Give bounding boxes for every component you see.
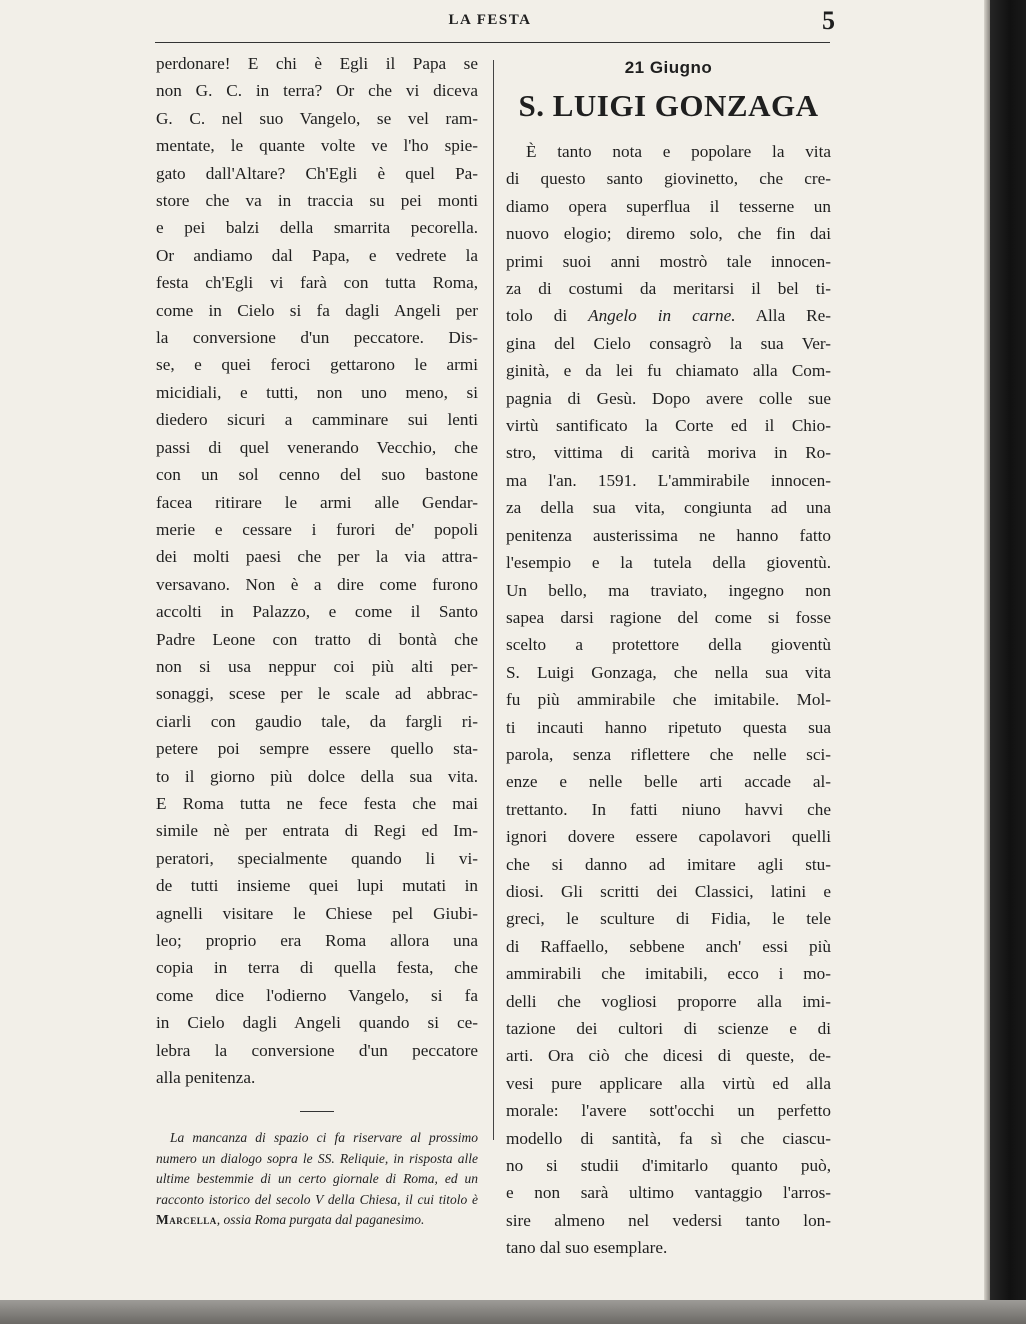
text-line: l'esempio e la tutela della gioventù. bbox=[506, 553, 831, 573]
text-line: di Raffaello, sebbene anch' essi più bbox=[506, 936, 831, 956]
text-line: ti incauti hanno ripetuto questa sua bbox=[506, 717, 831, 737]
text-line: tano dal suo esemplare. bbox=[506, 1238, 668, 1258]
text-line: Padre Leone con tratto di bontà che bbox=[156, 629, 478, 649]
text-line: ignori dovere essere capolavori quelli bbox=[506, 827, 831, 847]
text-line: di questo santo giovinetto, che cre- bbox=[506, 169, 831, 189]
editorial-note bbox=[156, 1128, 478, 1231]
text-line: gina del Cielo consagrò la sua Ver- bbox=[506, 333, 831, 353]
text-line: to il giorno più dolce della sua vita. bbox=[156, 766, 478, 786]
text-line: dei molti paesi che per la via attra- bbox=[156, 547, 478, 567]
right-column bbox=[506, 58, 831, 1262]
text-line: nuovo elogio; diremo solo, che fin dai bbox=[506, 224, 831, 244]
text-line: Un bello, ma traviato, ingegno non bbox=[506, 580, 831, 600]
text-line: non G. C. in terra? Or che vi diceva bbox=[156, 81, 478, 101]
left-column-body bbox=[156, 50, 478, 1091]
text-line: ciarli con gaudio tale, da fargli ri- bbox=[156, 711, 478, 731]
text-line: tazione dei cultori di scienze e di bbox=[506, 1019, 831, 1038]
text-line: enze e nelle belle arti accade al- bbox=[506, 772, 831, 792]
column-divider bbox=[493, 60, 494, 1140]
scan-bottom-band bbox=[0, 1300, 1026, 1324]
text-line: ammirabili che imitabili, ecco i mo- bbox=[506, 964, 831, 984]
text-line: primi suoi anni mostrò tale innocen- bbox=[506, 251, 831, 271]
text-line: e non sarà ultimo vantaggio l'arros- bbox=[506, 1183, 831, 1203]
text-line: modello di santità, fa sì che ciascu- bbox=[506, 1128, 831, 1148]
text-line: alla penitenza. bbox=[156, 1068, 256, 1088]
text-line: no si studii d'imitarlo quanto può, bbox=[506, 1156, 831, 1176]
text-line: za della sua vita, congiunta ad una bbox=[506, 498, 831, 518]
text-line: passi di quel venerando Vecchio, che bbox=[156, 437, 478, 457]
text-line: greci, le sculture di Fidia, le tele bbox=[506, 909, 831, 929]
text-line: E Roma tutta ne fece festa che mai bbox=[156, 793, 478, 813]
text-line: parola, senza riflettere che nelle sci- bbox=[506, 744, 831, 764]
text-line: copia in terra di quella festa, che bbox=[156, 958, 478, 978]
text-line: G. C. nel suo Vangelo, se vel ram- bbox=[156, 108, 478, 128]
text-line: pagnia di Gesù. Dopo avere colle sue bbox=[506, 388, 831, 408]
text-line: delli che vogliosi proporre alla imi- bbox=[506, 991, 831, 1011]
text-line: e pei balzi della smarrita pecorella. bbox=[156, 218, 478, 238]
note-text-start: La mancanza di spazio ci fa riservare al prossimo numero un dialogo sopra le SS. Reliquie, in risposta alle ultime bestemmie di un certo giornale di Roma, ed un racconto istorico del secolo V della Chiesa, il cui titolo è bbox=[156, 1130, 478, 1207]
text-line: perdonare! E chi è Egli il Papa se bbox=[156, 54, 478, 73]
text-line: se, e quei feroci gettarono le armi bbox=[156, 355, 478, 375]
text-line: sonaggi, scese per le scale ad abbrac- bbox=[156, 684, 478, 704]
text-line: facea ritirare le armi alle Gendar- bbox=[156, 492, 478, 512]
text-line: za di costumi da meritarsi il bel ti- bbox=[506, 279, 831, 299]
text-line: come in Cielo si fa dagli Angeli per bbox=[156, 300, 478, 320]
text-line: con un sol cenno del suo bastone bbox=[156, 465, 478, 485]
text-line: penitenza austerissima ne hanno fatto bbox=[506, 525, 831, 545]
text-line: Or andiamo dal Papa, e vedrete la bbox=[156, 245, 478, 265]
text-line: accolti in Palazzo, e come il Santo bbox=[156, 602, 478, 622]
text-line: diedero sicuri a camminare sui lenti bbox=[156, 410, 478, 430]
text-line: scelto a protettore della gioventù bbox=[506, 635, 831, 655]
left-column bbox=[156, 50, 478, 1231]
text-line: sapea darsi ragione del come si fosse bbox=[506, 607, 831, 627]
text-line: store che va in traccia su pei monti bbox=[156, 191, 478, 211]
text-line: ginità, e da lei fu chiamato alla Com- bbox=[506, 361, 831, 381]
text-line: micidiali, e tutti, non uno meno, si bbox=[156, 382, 478, 402]
text-line: gato dall'Altare? Ch'Egli è quel Pa- bbox=[156, 163, 478, 183]
page-edge-fold bbox=[984, 0, 990, 1324]
text-line: diamo opera superflua il tesserne un bbox=[506, 196, 831, 216]
text-line: diosi. Gli scritti dei Classici, latini e bbox=[506, 881, 831, 901]
running-head bbox=[155, 6, 835, 40]
note-separator-rule bbox=[300, 1111, 334, 1112]
text-line: versavano. Non è a dire come furono bbox=[156, 574, 478, 594]
text-line: merie e cessare i furori de' popoli bbox=[156, 519, 478, 539]
text-line: trettanto. In fatti niuno havvi che bbox=[506, 799, 831, 819]
page-number: 5 bbox=[822, 6, 835, 35]
text-line: ma l'an. 1591. L'ammirabile innocen- bbox=[506, 470, 831, 490]
text-line: stro, vittima di carità moriva in Ro- bbox=[506, 443, 831, 463]
text-line: fu più ammirabile che imitabile. Mol- bbox=[506, 690, 831, 710]
text-line-with-italic bbox=[506, 302, 831, 329]
text-line: arti. Ora ciò che dicesi di queste, de- bbox=[506, 1046, 831, 1066]
text-line: mentate, le quante volte ve l'ho spie- bbox=[156, 136, 478, 156]
line-prefix: tolo di bbox=[506, 306, 589, 326]
text-line: in Cielo dagli Angeli quando si ce- bbox=[156, 1013, 478, 1033]
feast-date: 21 Giugno bbox=[624, 58, 713, 77]
text-line: peratori, specialmente quando li vi- bbox=[156, 848, 478, 868]
text-line: S. Luigi Gonzaga, che nella sua vita bbox=[506, 662, 831, 682]
text-line: virtù santificato la Corte ed il Chio- bbox=[506, 416, 831, 436]
page-edge-shadow bbox=[986, 0, 1026, 1324]
note-text-end: , ossia Roma purgata dal paganesimo. bbox=[216, 1212, 425, 1228]
italic-phrase: Angelo in carne. bbox=[588, 306, 736, 326]
text-line: lebra la conversione d'un peccatore bbox=[156, 1040, 478, 1060]
text-line: È tanto nota e popolare la vita bbox=[526, 142, 831, 161]
right-column-body bbox=[506, 138, 831, 1262]
text-line: non si usa neppur coi più alti per- bbox=[156, 656, 478, 676]
header-rule bbox=[155, 42, 830, 43]
text-line: leo; proprio era Roma allora una bbox=[156, 931, 478, 950]
text-line: petere poi sempre essere quello sta- bbox=[156, 739, 478, 759]
text-line: sire almeno nel vedersi tanto lon- bbox=[506, 1210, 831, 1230]
text-line: come dice l'odierno Vangelo, si fa bbox=[156, 985, 478, 1005]
text-line: de tutti insieme quei lupi mutati in bbox=[156, 876, 478, 896]
text-line: morale: l'avere sott'occhi un perfetto bbox=[506, 1101, 831, 1121]
text-line: agnelli visitare le Chiese pel Giubi- bbox=[156, 903, 478, 923]
text-line: vesi pure applicare alla virtù ed alla bbox=[506, 1073, 831, 1093]
text-line: che si danno ad imitare agli stu- bbox=[506, 854, 831, 874]
line-suffix: Alla Re- bbox=[735, 306, 832, 326]
note-smallcaps-title: Marcella bbox=[156, 1212, 217, 1228]
saint-title: S. LUIGI GONZAGA bbox=[518, 88, 819, 123]
text-line: simile nè per entrata di Regi ed Im- bbox=[156, 821, 478, 841]
running-title: LA FESTA bbox=[448, 12, 532, 28]
text-line: festa ch'Egli vi farà con tutta Roma, bbox=[156, 273, 478, 293]
text-line: la conversione d'un peccatore. Dis- bbox=[156, 328, 478, 348]
